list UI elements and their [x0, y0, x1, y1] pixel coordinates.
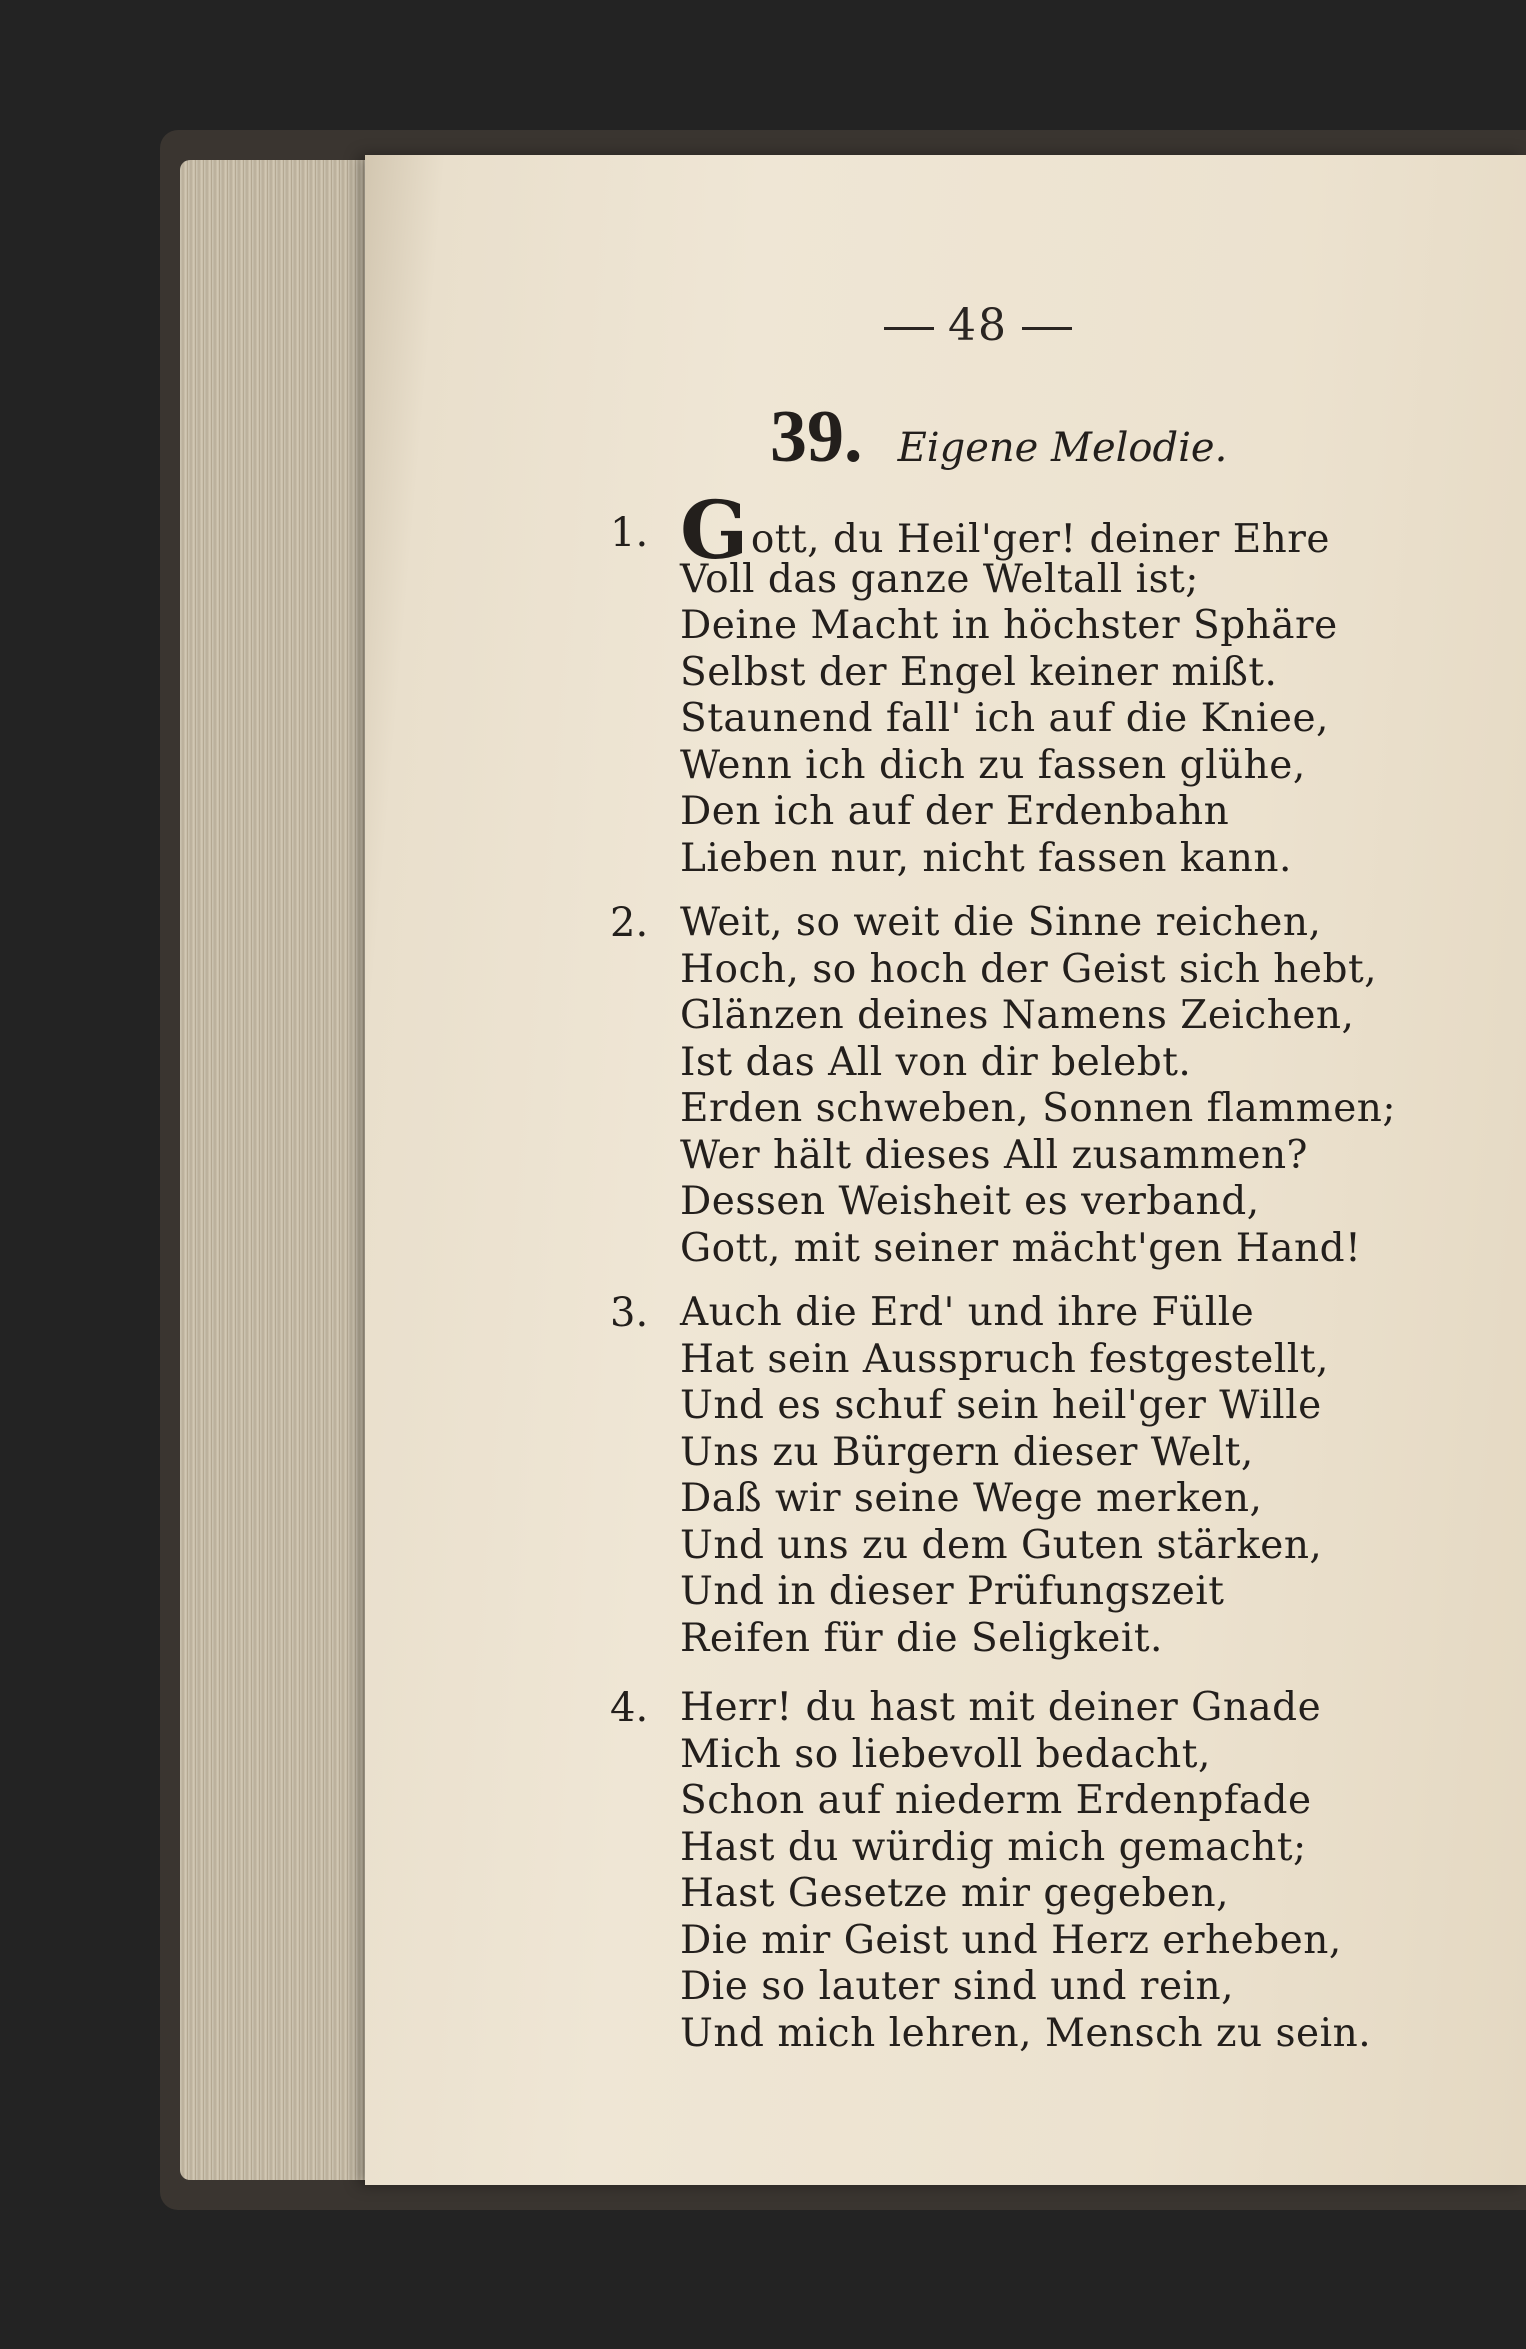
hymn-heading	[770, 395, 1227, 480]
stanza-lines	[680, 1290, 1329, 1662]
stanza-line: Erden schweben, Sonnen flammen;	[680, 1086, 1397, 1131]
stanza-line: Dessen Weisheit es verband,	[680, 1179, 1260, 1224]
page-number	[870, 300, 1090, 351]
stanza-number: 4.	[610, 1685, 649, 1731]
stanza-line: Und mich lehren, Mensch zu sein.	[680, 2010, 1372, 2056]
stanza-line: Wenn ich dich zu fassen glühe,	[680, 742, 1306, 788]
dash-right	[1022, 327, 1072, 330]
stanza-line: Lieben nur, nicht fassen kann.	[680, 835, 1292, 881]
stanza-line: Weit, so weit die Sinne reichen,	[680, 900, 1322, 945]
stanza-line: Auch die Erd' und ihre Fülle	[680, 1290, 1255, 1335]
stanza-line: Staunend fall' ich auf die Kniee,	[680, 696, 1329, 741]
stanza-number: 2.	[610, 900, 649, 946]
stanza-line: Mich so liebevoll bedacht,	[680, 1731, 1211, 1777]
stanza-line	[680, 483, 1338, 577]
stanza-line: Den ich auf der Erdenbahn	[680, 789, 1230, 834]
stanza-lines	[680, 483, 1338, 882]
stanza-number: 3.	[610, 1290, 649, 1336]
stanza-line: Selbst der Engel keiner mißt.	[680, 649, 1278, 695]
stanza-line: Schon auf niederm Erdenpfade	[680, 1778, 1312, 1823]
page-number-text: 48	[948, 300, 1008, 351]
stanza-line: Herr! du hast mit deiner Gnade	[680, 1685, 1322, 1730]
stanza-number: 1.	[610, 510, 649, 556]
stanza-line: Und uns zu dem Guten stärken,	[680, 1522, 1323, 1568]
stanza-line: Die mir Geist und Herz erheben,	[680, 1917, 1342, 1963]
stanza-line: Glänzen deines Namens Zeichen,	[680, 993, 1355, 1038]
stanza-line: Und in dieser Prüfungszeit	[680, 1569, 1225, 1614]
hymn-melody: Eigene Melodie.	[897, 425, 1228, 471]
drop-cap: G	[680, 483, 749, 577]
stanza-line: Hat sein Ausspruch festgestellt,	[680, 1336, 1329, 1382]
stanza-line: Ist das All von dir belebt.	[680, 1039, 1192, 1085]
dash-left	[884, 327, 934, 330]
stanza-line: Die so lauter sind und rein,	[680, 1964, 1235, 2009]
stanza-line: Voll das ganze Weltall ist;	[680, 556, 1199, 602]
stanza-lines	[680, 1685, 1371, 2057]
stanza-line: Reifen für die Seligkeit.	[680, 1615, 1163, 1661]
stanza-line: Deine Macht in höchster Sphäre	[680, 603, 1338, 648]
stanza-line: Uns zu Bürgern dieser Welt,	[680, 1429, 1254, 1475]
stanza-line: Hast Gesetze mir gegeben,	[680, 1871, 1230, 1916]
stanza-line: Daß wir seine Wege merken,	[680, 1476, 1263, 1521]
stanza-line: Hast du würdig mich gemacht;	[680, 1824, 1307, 1870]
stanza-line: Und es schuf sein heil'ger Wille	[680, 1383, 1322, 1428]
first-line-rest: ott, du Heil'ger! deiner Ehre	[750, 517, 1331, 562]
page-edges	[180, 160, 380, 2180]
stanza-line: Wer hält dieses All zusammen?	[680, 1132, 1308, 1178]
stanza-line: Hoch, so hoch der Geist sich hebt,	[680, 946, 1378, 992]
hymn-number: 39.	[770, 396, 863, 478]
stanza-lines	[680, 900, 1396, 1272]
stanza-line: Gott, mit seiner mächt'gen Hand!	[680, 1225, 1362, 1271]
